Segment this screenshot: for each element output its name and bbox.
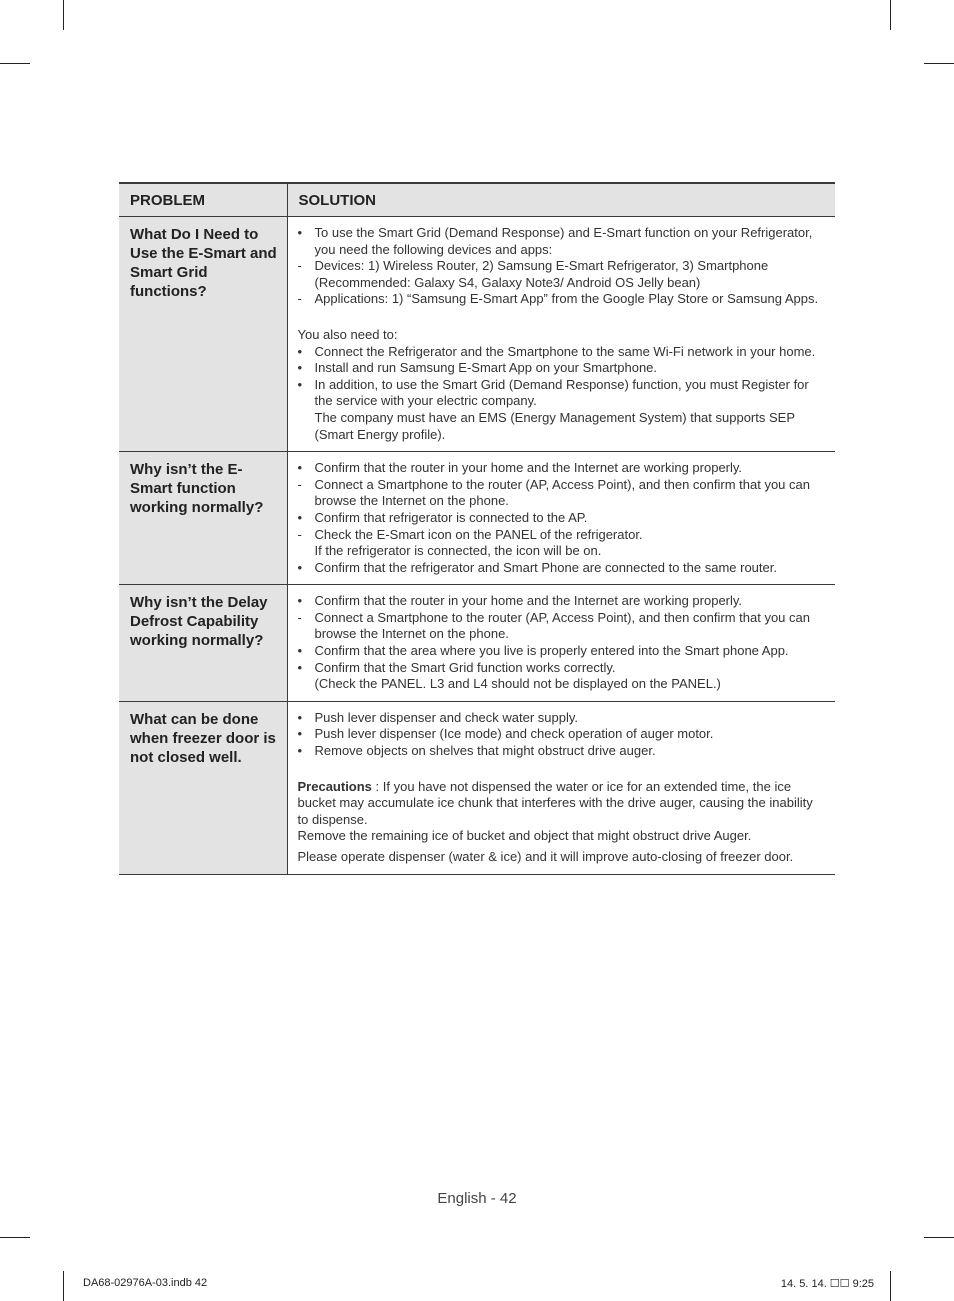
- dash-icon: -: [297, 258, 302, 274]
- list-item-text: Check the E-Smart icon on the PANEL of the refrigerator.: [314, 526, 643, 542]
- solution-column-header: SOLUTION: [287, 183, 835, 217]
- list-item-text: In addition, to use the Smart Grid (Demand Response) function, you must Register for the service with your electric company.: [314, 376, 809, 409]
- list-item: [298, 610, 826, 643]
- page-number: English - 42: [437, 1190, 517, 1207]
- problem-cell: What can be done when freezer door is not closed well.: [119, 701, 287, 874]
- solution-cell: [287, 701, 835, 874]
- solution-cell: [287, 452, 835, 585]
- list-item: [298, 527, 826, 544]
- problem-cell: Why isn’t the Delay Defrost Capability working normally?: [119, 585, 287, 702]
- list-item: [298, 291, 826, 308]
- bullet-icon: •: [297, 593, 303, 609]
- crop-mark: [0, 63, 30, 64]
- crop-mark: [890, 1271, 891, 1301]
- bullet-icon: •: [297, 743, 303, 759]
- print-file-name: DA68-02976A-03.indb 42: [83, 1277, 208, 1289]
- problem-cell: Why isn’t the E-Smart function working normally?: [119, 452, 287, 585]
- list-item-text: Confirm that the router in your home and the Internet are working properly.: [314, 593, 743, 609]
- dash-icon: -: [297, 609, 302, 625]
- dash-icon: -: [297, 476, 302, 492]
- table-row: [119, 701, 835, 874]
- list-item-text: Connect a Smartphone to the router (AP, Access Point), and then confirm that you can browse the Internet on the phone.: [314, 476, 810, 509]
- crop-mark: [63, 0, 64, 30]
- solution-paragraph: [298, 779, 826, 829]
- solution-paragraph: [298, 327, 826, 344]
- list-item: [298, 560, 826, 577]
- crop-mark: [924, 63, 954, 64]
- precautions-label: Precautions: [297, 778, 372, 794]
- list-item-text: Push lever dispenser (Ice mode) and check operation of auger motor.: [314, 726, 714, 742]
- list-item-text: Devices: 1) Wireless Router, 2) Samsung E-Smart Refrigerator, 3) Smartphone (Recommended: Galaxy S4, Galaxy Note3/ Android OS Jelly bean): [314, 258, 769, 290]
- solution-list: [298, 344, 826, 444]
- paragraph-text: Remove the remaining ice of bucket and object that might obstruct drive Auger.: [297, 828, 752, 844]
- list-item-text: Confirm that the Smart Grid function works correctly.: [314, 659, 616, 675]
- list-item: [298, 743, 826, 760]
- list-item: [298, 660, 826, 677]
- list-item: [298, 643, 826, 660]
- list-item: [298, 460, 826, 477]
- list-item: [298, 510, 826, 527]
- list-item-text: Connect the Refrigerator and the Smartphone to the same Wi-Fi network in your home.: [314, 343, 816, 359]
- solution-list: [298, 225, 826, 308]
- bullet-icon: •: [297, 225, 303, 240]
- solution-cell: [287, 585, 835, 702]
- problem-cell: What Do I Need to Use the E-Smart and Smart Grid functions?: [119, 217, 287, 452]
- list-item-text: Connect a Smartphone to the router (AP, Access Point), and then confirm that you can browse the Internet on the phone.: [314, 609, 810, 642]
- paragraph-text: You also need to:: [297, 326, 398, 342]
- solution-paragraph: [298, 828, 826, 845]
- print-timestamp: 14. 5. 14. ☐☐ 9:25: [780, 1278, 874, 1290]
- troubleshooting-table: [119, 182, 835, 875]
- list-item: [298, 593, 826, 610]
- list-item-text: Push lever dispenser and check water supply.: [314, 709, 579, 725]
- list-item: [298, 543, 826, 560]
- paragraph-text: Please operate dispenser (water & ice) and it will improve auto-closing of freezer door.: [297, 849, 794, 864]
- list-item-text: Remove objects on shelves that might obstruct drive auger.: [314, 743, 656, 759]
- list-item: [298, 225, 826, 258]
- list-item: [298, 360, 826, 377]
- list-item-text: Confirm that the area where you live is properly entered into the Smart phone App.: [314, 643, 789, 659]
- list-item: [298, 410, 826, 443]
- list-item-text: Confirm that the refrigerator and Smart Phone are connected to the same router.: [314, 559, 777, 575]
- dash-icon: -: [297, 526, 302, 542]
- table-row: [119, 452, 835, 585]
- bullet-icon: •: [297, 460, 303, 476]
- crop-mark: [0, 1237, 30, 1238]
- bullet-icon: •: [297, 509, 303, 525]
- list-item: [298, 676, 826, 693]
- solution-list: [298, 710, 826, 760]
- bullet-icon: •: [297, 659, 303, 675]
- crop-mark: [924, 1237, 954, 1238]
- list-item-text: Install and run Samsung E-Smart App on your Smartphone.: [314, 360, 658, 376]
- bullet-icon: •: [297, 343, 303, 359]
- crop-mark: [63, 1271, 64, 1301]
- list-item: [298, 377, 826, 410]
- solution-list: [298, 593, 826, 693]
- list-item: [298, 477, 826, 510]
- list-item-text: (Check the PANEL. L3 and L4 should not be displayed on the PANEL.): [314, 676, 721, 692]
- list-item-text: Confirm that the router in your home and the Internet are working properly.: [314, 460, 743, 476]
- list-item-text: To use the Smart Grid (Demand Response) and E-Smart function on your Refrigerator, you need the following devices and apps:: [314, 225, 813, 257]
- paragraph-text: : If you have not dispensed the water or ice for an extended time, the ice bucket may accumulate ice chunk that interferes with the drive auger, causing the inability to dispense.: [297, 778, 813, 827]
- bullet-icon: •: [297, 643, 303, 659]
- solution-cell: [287, 217, 835, 452]
- list-item-text: Applications: 1) “Samsung E-Smart App” from the Google Play Store or Samsung Apps.: [314, 291, 819, 307]
- solution-list: [298, 460, 826, 576]
- bullet-icon: •: [297, 559, 303, 575]
- list-item-text: The company must have an EMS (Energy Management System) that supports SEP (Smart Energy profile).: [314, 409, 795, 442]
- list-item: [298, 258, 826, 291]
- bullet-icon: •: [297, 726, 303, 742]
- problem-column-header: PROBLEM: [119, 183, 287, 217]
- list-item: [298, 710, 826, 727]
- bullet-icon: •: [297, 376, 303, 392]
- list-item: [298, 726, 826, 743]
- table-body: [119, 217, 835, 875]
- dash-icon: -: [297, 291, 302, 307]
- bullet-icon: •: [297, 360, 303, 376]
- list-item-text: Confirm that refrigerator is connected to the AP.: [314, 509, 588, 525]
- list-item: [298, 344, 826, 361]
- solution-paragraph: [298, 849, 826, 866]
- table-header-row: [119, 183, 835, 217]
- table-row: [119, 585, 835, 702]
- table-row: [119, 217, 835, 452]
- list-item-text: If the refrigerator is connected, the icon will be on.: [314, 543, 602, 559]
- crop-mark: [890, 0, 891, 30]
- bullet-icon: •: [297, 709, 303, 725]
